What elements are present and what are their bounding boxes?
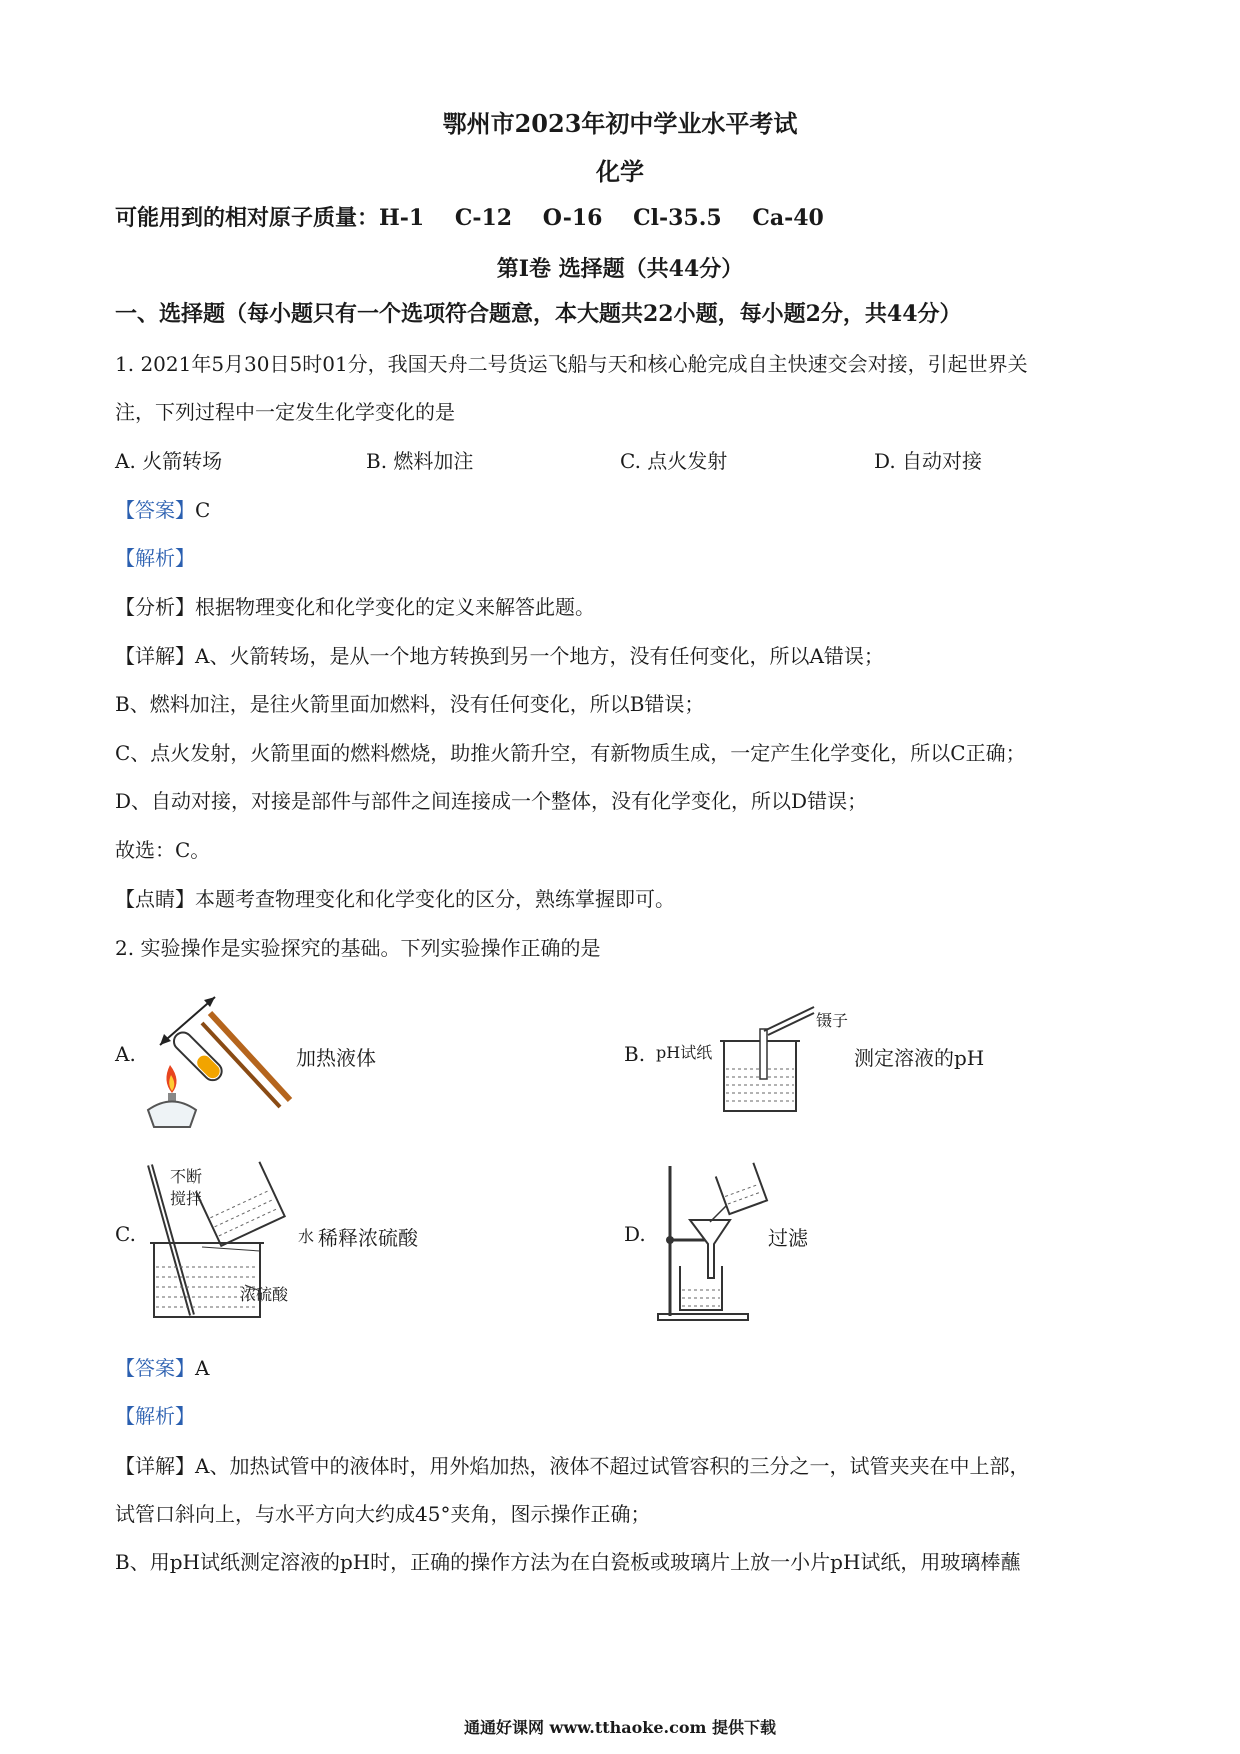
q2-b-label: 测定溶液的pH — [854, 1046, 985, 1070]
q2-d-label: 过滤 — [768, 1226, 808, 1250]
q1-option-b: B. 燃料加注 — [366, 449, 474, 473]
q2-c-label: 稀释浓硫酸 — [318, 1226, 418, 1250]
q1-option-a: A. 火箭转场 — [115, 449, 223, 473]
atomic-mass-line: 可能用到的相对原子质量：H-1 C-12 O-16 Cl-35.5 Ca-40 — [115, 205, 824, 231]
exam-title: 鄂州市2023年初中学业水平考试 — [442, 109, 798, 138]
q2-d-letter: D. — [624, 1222, 646, 1246]
stir-label-2: 搅拌 — [170, 1189, 203, 1208]
q2-answer — [115, 1354, 209, 1382]
q2-detail-1: 【详解】A、加热试管中的液体时，用外焰加热，液体不超过试管容积的三分之一，试管夹夹在中上部， — [115, 1454, 1030, 1478]
footer-source: 通通好课网 www.tthaoke.com 提供下载 — [463, 1718, 777, 1737]
conc-acid-label: 浓硫酸 — [240, 1285, 289, 1304]
q1-analysis-tag: 【解析】 — [115, 546, 195, 570]
ph-test-diagram — [716, 1005, 816, 1117]
q1-answer — [115, 496, 210, 524]
q1-option-c: C. 点火发射 — [620, 449, 728, 473]
q1-detail-3: C、点火发射，火箭里面的燃料燃烧，助推火箭升空，有新物质生成，一定产生化学变化，所以C正确； — [115, 741, 1026, 765]
q1-stem-line2: 注，下列过程中一定发生化学变化的是 — [115, 400, 455, 424]
heating-liquid-diagram — [140, 985, 300, 1135]
q2-stem: 2. 实验操作是实验探究的基础。下列实验操作正确的是 — [115, 936, 601, 960]
ph-paper-label: pH试纸 — [656, 1043, 713, 1062]
water-label: 水 — [298, 1227, 315, 1246]
q1-stem-line1: 1. 2021年5月30日5时01分，我国天舟二号货运飞船与天和核心舱完成自主快速交会对接，引起世界关 — [115, 352, 1028, 376]
section-title: 一、选择题（每小题只有一个选项符合题意，本大题共22小题，每小题2分，共44分） — [115, 301, 962, 327]
q2-detail-2: 试管口斜向上，与水平方向大约成45°夹角，图示操作正确； — [115, 1502, 651, 1526]
q2-b-letter: B. — [624, 1042, 646, 1066]
stir-label-1: 不断 — [170, 1167, 203, 1186]
filtration-diagram — [648, 1160, 778, 1325]
answer-value: C — [195, 498, 211, 522]
answer-tag: 【答案】 — [115, 1356, 195, 1380]
q1-dianjing: 【点睛】本题考查物理变化和化学变化的区分，熟练掌握即可。 — [115, 887, 675, 911]
answer-tag: 【答案】 — [115, 498, 195, 522]
q2-a-label: 加热液体 — [296, 1046, 376, 1070]
q1-fenxi: 【分析】根据物理变化和化学变化的定义来解答此题。 — [115, 595, 595, 619]
q1-option-d: D. 自动对接 — [874, 449, 983, 473]
q2-a-letter: A. — [115, 1042, 136, 1066]
q1-detail-2: B、燃料加注，是往火箭里面加燃料，没有任何变化，所以B错误； — [115, 692, 705, 716]
subject-title: 化学 — [596, 157, 644, 186]
q1-detail-1: 【详解】A、火箭转场，是从一个地方转换到另一个地方，没有任何变化，所以A错误； — [115, 644, 884, 668]
q1-choose: 故选：C。 — [115, 838, 211, 862]
tweezers-label: 镊子 — [816, 1011, 849, 1030]
answer-value: A — [195, 1356, 210, 1380]
q2-analysis-tag: 【解析】 — [115, 1404, 195, 1428]
q1-detail-4: D、自动对接，对接是部件与部件之间连接成一个整体，没有化学变化，所以D错误； — [115, 789, 868, 813]
volume-title: 第Ⅰ卷 选择题（共44分） — [496, 256, 744, 282]
q2-detail-3: B、用pH试纸测定溶液的pH时，正确的操作方法为在白瓷板或玻璃片上放一小片pH试纸，用玻璃棒蘸 — [115, 1550, 1021, 1574]
q2-c-letter: C. — [115, 1222, 136, 1246]
